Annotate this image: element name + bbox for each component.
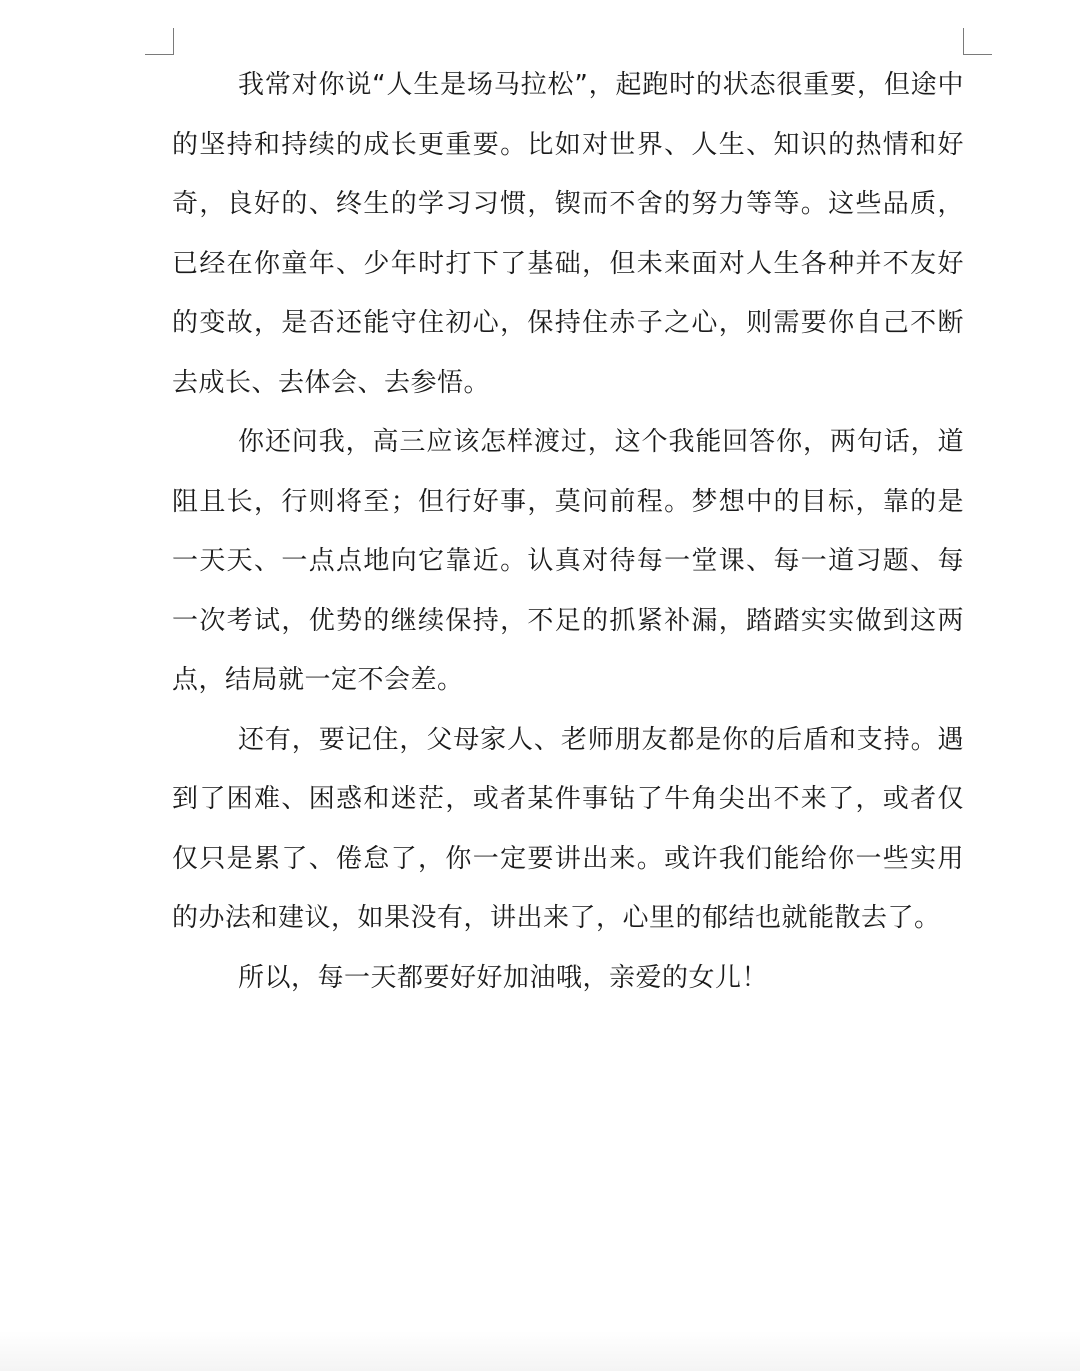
page-bottom-edge [0,1331,1080,1371]
document-body[interactable] [172,56,964,1008]
crop-mark-top-left [145,28,174,55]
paragraph-4: 所以，每一天都要好好加油哦，亲爱的女儿！ [238,962,769,993]
crop-mark-top-right [963,28,992,55]
paragraph-1: 我常对你说“人生是场马拉松”，起跑时的状态很重要，但途中的坚持和持续的成长更重要。比如对世界、人生、知识的热情和好奇，良好的、终生的学习习惯，锲而不舍的努力等等。这些品质，已经在你童年、少年时打下了基础，但未来面对人生各种并不友好的变故，是否还能守住初心，保持住赤子之心，则需要你自己不断去成长、去体会、去参悟。 [172,70,964,398]
paragraph-3: 还有，要记住，父母家人、老师朋友都是你的后盾和支持。遇到了困难、困惑和迷茫，或者某件事钻了牛角尖出不来了，或者仅仅只是累了、倦怠了，你一定要讲出来。或许我们能给你一些实用的办法和建议，如果没有，讲出来了，心里的郁结也就能散去了。 [172,724,964,933]
paragraph-2: 你还问我，高三应该怎样渡过，这个我能回答你，两句话，道阻且长，行则将至；但行好事，莫问前程。梦想中的目标，靠的是一天天、一点点地向它靠近。认真对待每一堂课、每一道习题、每一次考试，优势的继续保持，不足的抓紧补漏，踏踏实实做到这两点，结局就一定不会差。 [172,427,964,695]
